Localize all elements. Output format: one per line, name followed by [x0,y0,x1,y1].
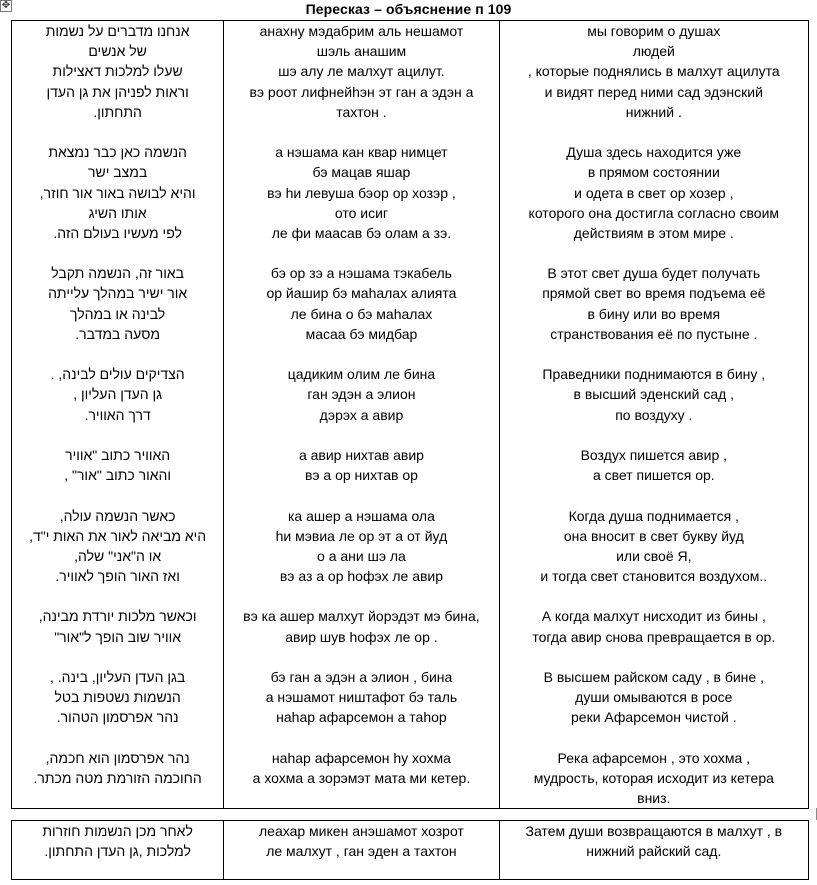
text-line: ואז האור הופך לאוויר. [55,568,180,585]
text-line: ган эдэн а элион [307,386,416,403]
text-line: по воздуху . [615,406,693,423]
table-row [12,821,809,880]
paragraph-block [227,506,495,587]
text-line: шэ алу ле малхут ацилут. [278,63,445,80]
paragraph-block [227,606,495,646]
text-line: мудрость, которая исходит из кетера [533,769,774,786]
paragraph-block [227,364,495,425]
paragraph-block [503,142,805,243]
paragraph-block [503,606,805,646]
text-line: במצב ישר [88,164,148,181]
text-line: а хохма а зорэмэт мата ми кетер. [252,769,471,786]
paragraph-block [227,748,495,788]
text-line: и тогда свет становится воздухом.. [540,568,768,585]
text-line: масаа бэ мидбар [305,325,418,342]
text-line: האוויר כתוב "אוויר [65,446,171,463]
text-line: нижний райский сад. [586,843,722,860]
text-line: הצדיקים עולים לבינה, . [50,366,185,383]
paragraph-block [227,445,495,485]
text-line: а нэшамот ништафот бэ таль [265,689,458,706]
text-line: дэрэх а авир [319,406,404,423]
text-line: в бину или во время [587,305,721,322]
text-line: вэ а ор нихтав ор [304,467,418,484]
paragraph-block [15,667,220,728]
text-line: в прямом состоянии [587,164,720,181]
text-line: наһар афарсемон һу хохма [271,749,451,766]
text-line: вэ аз а ор һофэх ле авир [279,568,444,585]
text-line: ле малхут , ган эден а тахтон [266,843,457,860]
text-line: людей [632,43,675,60]
paragraph-block [503,445,805,485]
text-line: и видят перед ними сад эдэнский [544,83,763,100]
table-row [12,21,809,809]
text-line: души омываются в росе [575,689,733,706]
text-line: ото исиг [334,204,389,221]
text-line: נהר אפרסמון הטהור. [56,709,179,726]
text-line: וראות לפניהן את גן העדן [46,83,189,100]
text-line: לפי מעשיו בעולם הזה. [53,224,182,241]
text-line: והאור כתוב "אור" , [64,467,172,484]
text-line: Душа здесь находится уже [566,144,742,161]
paragraph-block [15,748,220,788]
text-line: ка ашер а нэшама ола [287,507,435,524]
text-line: לבינה או במהלך [70,305,166,322]
text-line: גן העדן העליון , [73,386,163,403]
text-line: В высшем райском саду , в бине , [543,669,764,685]
paragraph-block [227,263,495,344]
text-line: странствования её по пустыне . [550,325,758,342]
text-line: והיא לבושה באור אור חוזר, [39,184,196,201]
text-line: вэ роот лифнейһэн эт ган а эдэн а [249,83,474,100]
text-line: а свет пишется ор. [592,467,715,484]
footer-translation-table [11,820,809,880]
text-line: של אנשים [88,43,147,60]
paragraph-block [15,21,220,122]
text-line: и одета в свет ор хозер , [574,184,734,201]
footer-russian-cell[interactable] [499,821,808,880]
paragraph-block [503,263,805,344]
paragraph-block [15,142,220,243]
text-line: нижний . [625,103,682,120]
paragraph-block [15,606,220,646]
hebrew-column[interactable] [12,21,224,809]
text-line: Когда душа поднимается , [568,507,740,524]
paragraph-block [15,445,220,485]
text-line: אוויר שוב הופך ל"אור" [54,628,182,645]
text-line: וכאשר מלכות יורדת מבינה, [38,608,197,625]
text-line: , которые поднялись в малхут ацилута [527,63,780,80]
paragraph-block [227,667,495,728]
text-line: או ה"אני" שלה, [74,547,162,564]
footer-hebrew-cell[interactable] [12,821,224,880]
paragraph-block [503,506,805,587]
text-line: אנחנו מדברים על נשמות [45,23,190,39]
text-line: һи мэвиа ле ор эт а от йуд [275,527,448,544]
text-line: о а ани шэ ла [317,547,406,564]
text-line: בגן העדן העליון, בינה. , [50,669,186,685]
text-line: ле бина о бэ маһалах [290,305,433,322]
text-line: מסעה במדבר. [75,325,161,342]
paragraph-block [15,364,220,425]
paragraph-block [503,364,805,425]
text-line: Река афарсемон , это хохма , [557,749,751,766]
text-line: прямой свет во время подъема её [542,285,766,302]
text-line: ле фи маасав бэ олам а зэ. [271,224,452,241]
text-line: наһар афарсемон а таһор [276,709,447,726]
paragraph-block [227,142,495,243]
footer-transliteration-cell[interactable] [224,821,499,880]
text-line: анахну мэдабрим аль нешамот [259,23,464,39]
main-translation-table [11,20,809,809]
text-line: נהר אפרסמון הוא חכמה, [45,749,190,766]
text-line: шэль анашим [316,43,407,60]
text-line: вэ һи левуша бэор ор хозэр , [267,184,456,201]
text-line: שעלו למלכות דאצילות [52,63,183,80]
table-edge-marker [806,808,817,820]
paragraph-block [15,506,220,587]
text-line: тахтон . [336,103,387,120]
text-line: или своё Я, [616,547,692,564]
text-line: Затем души возвращаются в малхут , в [525,823,783,839]
text-line: которого она достигла согласно своим [528,204,780,221]
text-line: действиям в этом мире . [573,224,734,241]
paragraph-block [503,21,805,122]
text-line: леахар микен анэшамот хозрот [259,823,464,839]
page-title: Пересказ – объяснение п 109 [305,1,512,17]
text-line: באור זה, הנשמה תקבל [51,265,185,282]
russian-column[interactable] [499,21,808,809]
text-line: а авир нихтав авир [298,446,424,463]
text-line: бэ ган а эдэн а элион , бина [270,669,453,685]
text-line: הנשמה כאן כבר נמצאת [48,144,187,161]
text-line: כאשר הנשמה עולה, [59,507,176,524]
text-line: Воздух пишется авир , [580,446,728,463]
text-line: а нэшама кан квар нимцет [275,144,448,161]
text-line: цадиким олим ле бина [287,366,436,383]
text-line: אור ישיר במהלך עלייתה [48,285,188,302]
text-line: в высший эденский сад , [573,386,735,403]
paragraph-block [227,21,495,122]
text-line: דרך האוויר. [84,406,151,423]
text-line: לאחר מכן הנשמות חוזרות [42,823,193,839]
text-line: החוכמה הזורמת מטה מכתר. [33,769,202,786]
text-line: В этот свет душа будет получать [547,265,761,282]
text-line: התחתון. [93,103,142,120]
text-line: тогда авир снова превращается в ор. [532,628,776,645]
text-line: אותו השיג [88,204,147,221]
text-line: вниз. [637,790,671,807]
text-line: היא מביאה לאור את האות י"ד, [29,527,207,544]
text-line: Праведники поднимаются в бину , [542,366,766,383]
transliteration-column[interactable] [224,21,499,809]
table-move-handle-icon[interactable]: ✥ [1,0,11,11]
text-line: למלכות ,גן העדן התחתון. [44,843,191,860]
text-line: вэ ка ашер малхут йорэдэт мэ бина, [243,608,480,625]
paragraph-block [503,748,805,809]
paragraph-block [15,263,220,344]
text-line: ор йашир бэ маһалах алията [266,285,457,302]
text-line: бэ мацав яшар [312,164,411,181]
text-line: мы говорим о душах [587,23,721,39]
text-line: бэ ор зэ а нэшама тэкабель [270,265,452,282]
text-line: авир шув һофэх ле ор . [285,628,438,645]
text-line: она вносит в свет букву йуд [563,527,744,544]
paragraph-block [503,667,805,728]
text-line: А когда малхут нисходит из бины , [541,608,766,625]
text-line: реки Афарсемон чистой . [571,709,737,726]
text-line: הנשמות נשטפות בטל [54,689,181,706]
